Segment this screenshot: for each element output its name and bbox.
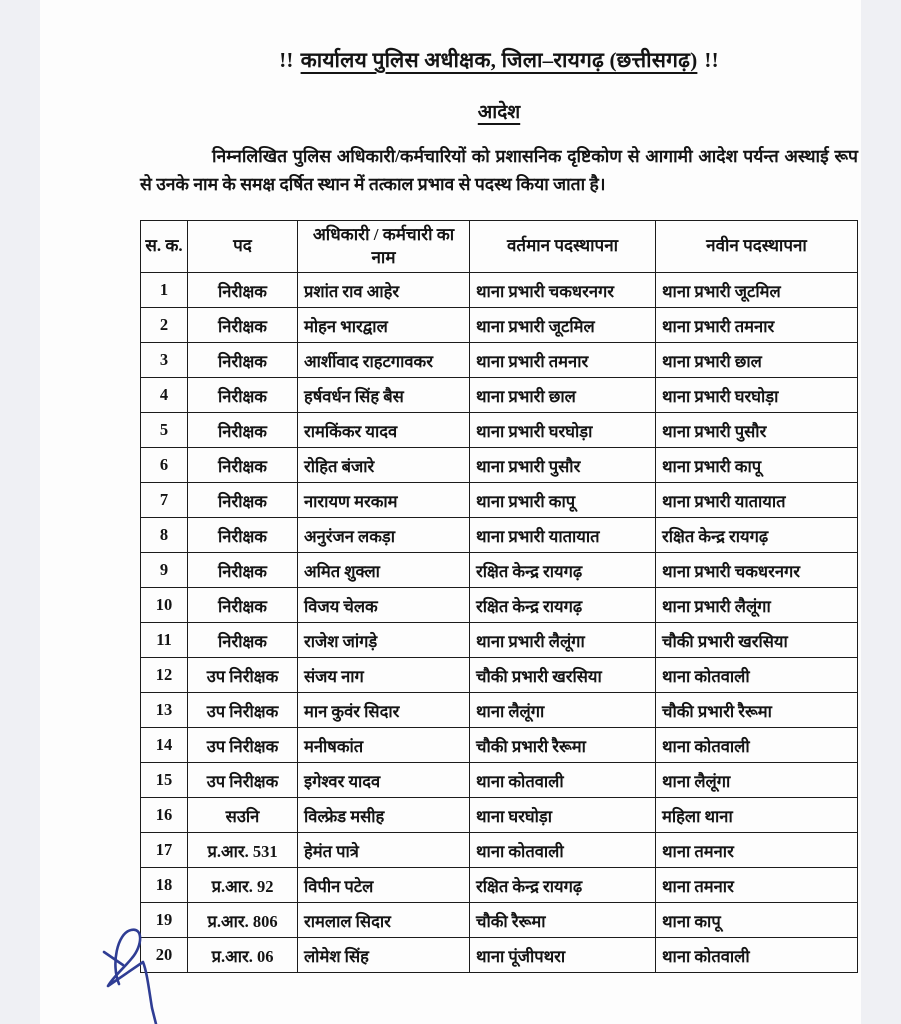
signature-scribble — [96, 921, 174, 1024]
table-cell: उप निरीक्षक — [188, 763, 298, 798]
table-cell: थाना लैलूंगा — [656, 763, 858, 798]
table-cell: मान कुवंर सिदार — [298, 693, 470, 728]
table-cell: विपीन पटेल — [298, 868, 470, 903]
table-cell: निरीक्षक — [188, 483, 298, 518]
table-cell: चौकी प्रभारी खरसिया — [656, 623, 858, 658]
table-row — [141, 413, 858, 448]
document-content — [140, 46, 858, 973]
table-cell: थाना कोतवाली — [470, 763, 656, 798]
table-row — [141, 378, 858, 413]
table-row — [141, 448, 858, 483]
table-cell: नारायण मरकाम — [298, 483, 470, 518]
header-new-posting: नवीन पदस्थापना — [656, 221, 858, 273]
table-cell: 19 — [141, 903, 188, 938]
signature-ink-icon — [96, 921, 174, 1024]
table-cell: निरीक्षक — [188, 413, 298, 448]
table-cell: थाना प्रभारी कापू — [656, 448, 858, 483]
table-cell: हर्षवर्धन सिंह बैस — [298, 378, 470, 413]
table-cell: थाना प्रभारी तमनार — [656, 308, 858, 343]
table-cell: थाना प्रभारी घरघोड़ा — [656, 378, 858, 413]
table-cell: सउनि — [188, 798, 298, 833]
table-cell: थाना प्रभारी पुसौर — [656, 413, 858, 448]
table-cell: थाना कोतवाली — [656, 658, 858, 693]
table-cell: थाना प्रभारी लैलूंगा — [470, 623, 656, 658]
header-serial: स. क. — [141, 221, 188, 273]
table-row — [141, 938, 858, 973]
table-cell: निरीक्षक — [188, 308, 298, 343]
table-cell: चौकी प्रभारी खरसिया — [470, 658, 656, 693]
table-row — [141, 553, 858, 588]
table-cell: थाना तमनार — [656, 833, 858, 868]
table-cell: 14 — [141, 728, 188, 763]
table-cell: अमित शुक्ला — [298, 553, 470, 588]
table-cell: प्र.आर. 806 — [188, 903, 298, 938]
table-row — [141, 693, 858, 728]
table-cell: 6 — [141, 448, 188, 483]
table-row — [141, 798, 858, 833]
table-cell: निरीक्षक — [188, 273, 298, 308]
table-cell: थाना लैलूंगा — [470, 693, 656, 728]
table-cell: रक्षित केन्द्र रायगढ़ — [470, 588, 656, 623]
table-cell: हेमंत पात्रे — [298, 833, 470, 868]
table-cell: निरीक्षक — [188, 518, 298, 553]
table-cell: निरीक्षक — [188, 343, 298, 378]
table-row — [141, 588, 858, 623]
table-cell: 7 — [141, 483, 188, 518]
table-cell: 5 — [141, 413, 188, 448]
table-cell: थाना कापू — [656, 903, 858, 938]
table-row — [141, 623, 858, 658]
table-row — [141, 833, 858, 868]
table-cell: थाना प्रभारी चकधरनगर — [470, 273, 656, 308]
table-cell: मनीषकांत — [298, 728, 470, 763]
table-row — [141, 728, 858, 763]
table-cell: चौकी प्रभारी रैरूमा — [470, 728, 656, 763]
table-cell: प्र.आर. 531 — [188, 833, 298, 868]
table-cell: थाना प्रभारी जूटमिल — [656, 273, 858, 308]
table-cell: 3 — [141, 343, 188, 378]
table-cell: चौकी रैरूमा — [470, 903, 656, 938]
table-row — [141, 273, 858, 308]
table-cell: विल्फ्रेड मसीह — [298, 798, 470, 833]
table-row — [141, 308, 858, 343]
table-cell: उप निरीक्षक — [188, 728, 298, 763]
table-cell: 8 — [141, 518, 188, 553]
table-row — [141, 483, 858, 518]
table-cell: प्र.आर. 06 — [188, 938, 298, 973]
table-cell: 16 — [141, 798, 188, 833]
table-cell: थाना तमनार — [656, 868, 858, 903]
table-cell: थाना प्रभारी जूटमिल — [470, 308, 656, 343]
transfer-table-body — [141, 273, 858, 973]
table-cell: थाना प्रभारी यातायात — [470, 518, 656, 553]
title-prefix: !! — [279, 48, 294, 72]
order-heading-text: आदेश — [477, 102, 521, 123]
transfer-table-head — [141, 221, 858, 273]
table-cell: 17 — [141, 833, 188, 868]
table-cell: प्र.आर. 92 — [188, 868, 298, 903]
table-cell: रक्षित केन्द्र रायगढ़ — [470, 553, 656, 588]
table-cell: 2 — [141, 308, 188, 343]
title-text: कार्यालय पुलिस अधीक्षक, जिला–रायगढ़ (छत्तीसगढ़) — [300, 48, 698, 72]
table-row — [141, 868, 858, 903]
table-row — [141, 903, 858, 938]
header-post: पद — [188, 221, 298, 273]
table-cell: रक्षित केन्द्र रायगढ़ — [470, 868, 656, 903]
title-suffix: !! — [704, 48, 719, 72]
table-cell: रामकिंकर यादव — [298, 413, 470, 448]
table-cell: थाना प्रभारी छाल — [656, 343, 858, 378]
document-page — [40, 0, 861, 1024]
table-cell: थाना प्रभारी छाल — [470, 378, 656, 413]
table-cell: निरीक्षक — [188, 553, 298, 588]
table-cell: प्रशांत राव आहेर — [298, 273, 470, 308]
table-cell: थाना प्रभारी कापू — [470, 483, 656, 518]
transfer-table — [140, 220, 858, 973]
table-cell: 11 — [141, 623, 188, 658]
table-cell: 12 — [141, 658, 188, 693]
table-cell: 18 — [141, 868, 188, 903]
table-cell: निरीक्षक — [188, 448, 298, 483]
table-cell: अनुरंजन लकड़ा — [298, 518, 470, 553]
table-cell: थाना प्रभारी यातायात — [656, 483, 858, 518]
table-cell: लोमेश सिंह — [298, 938, 470, 973]
table-cell: 10 — [141, 588, 188, 623]
header-current-posting: वर्तमान पदस्थापना — [470, 221, 656, 273]
order-paragraph: निम्नलिखित पुलिस अधिकारी/कर्मचारियों को प्रशासनिक दृष्टिकोण से आगामी आदेश पर्यन्त अस्थाई रूप से उनके नाम के समक्ष दर्षित स्थान में तत्काल प्रभाव से पदस्थ किया जाता है। — [140, 146, 858, 194]
table-header-row — [141, 221, 858, 273]
table-cell: निरीक्षक — [188, 623, 298, 658]
table-cell: थाना कोतवाली — [656, 728, 858, 763]
header-name: अधिकारी / कर्मचारी का नाम — [298, 221, 470, 273]
table-row — [141, 763, 858, 798]
table-cell: थाना प्रभारी लैलूंगा — [656, 588, 858, 623]
table-cell: थाना प्रभारी चकधरनगर — [656, 553, 858, 588]
table-row — [141, 518, 858, 553]
table-cell: 15 — [141, 763, 188, 798]
table-cell: इगेश्वर यादव — [298, 763, 470, 798]
order-heading — [140, 98, 858, 124]
table-row — [141, 658, 858, 693]
table-cell: थाना प्रभारी घरघोड़ा — [470, 413, 656, 448]
table-cell: उप निरीक्षक — [188, 658, 298, 693]
table-cell: निरीक्षक — [188, 588, 298, 623]
page-title — [140, 46, 858, 74]
table-row — [141, 343, 858, 378]
table-cell: थाना कोतवाली — [470, 833, 656, 868]
table-cell: महिला थाना — [656, 798, 858, 833]
table-cell: थाना कोतवाली — [656, 938, 858, 973]
table-cell: 9 — [141, 553, 188, 588]
table-cell: राजेश जांगड़े — [298, 623, 470, 658]
table-cell: 1 — [141, 273, 188, 308]
table-cell: मोहन भारद्वाल — [298, 308, 470, 343]
table-cell: 20 — [141, 938, 188, 973]
table-cell: 4 — [141, 378, 188, 413]
table-cell: 13 — [141, 693, 188, 728]
table-cell: विजय चेलक — [298, 588, 470, 623]
table-cell: रोहित बंजारे — [298, 448, 470, 483]
table-cell: चौकी प्रभारी रैरूमा — [656, 693, 858, 728]
table-cell: थाना प्रभारी पुसौर — [470, 448, 656, 483]
table-cell: निरीक्षक — [188, 378, 298, 413]
table-cell: रक्षित केन्द्र रायगढ़ — [656, 518, 858, 553]
table-cell: उप निरीक्षक — [188, 693, 298, 728]
table-cell: संजय नाग — [298, 658, 470, 693]
table-cell: थाना पूंजीपथरा — [470, 938, 656, 973]
table-cell: रामलाल सिदार — [298, 903, 470, 938]
table-cell: थाना घरघोड़ा — [470, 798, 656, 833]
table-cell: थाना प्रभारी तमनार — [470, 343, 656, 378]
table-cell: आर्शीवाद राहटगावकर — [298, 343, 470, 378]
